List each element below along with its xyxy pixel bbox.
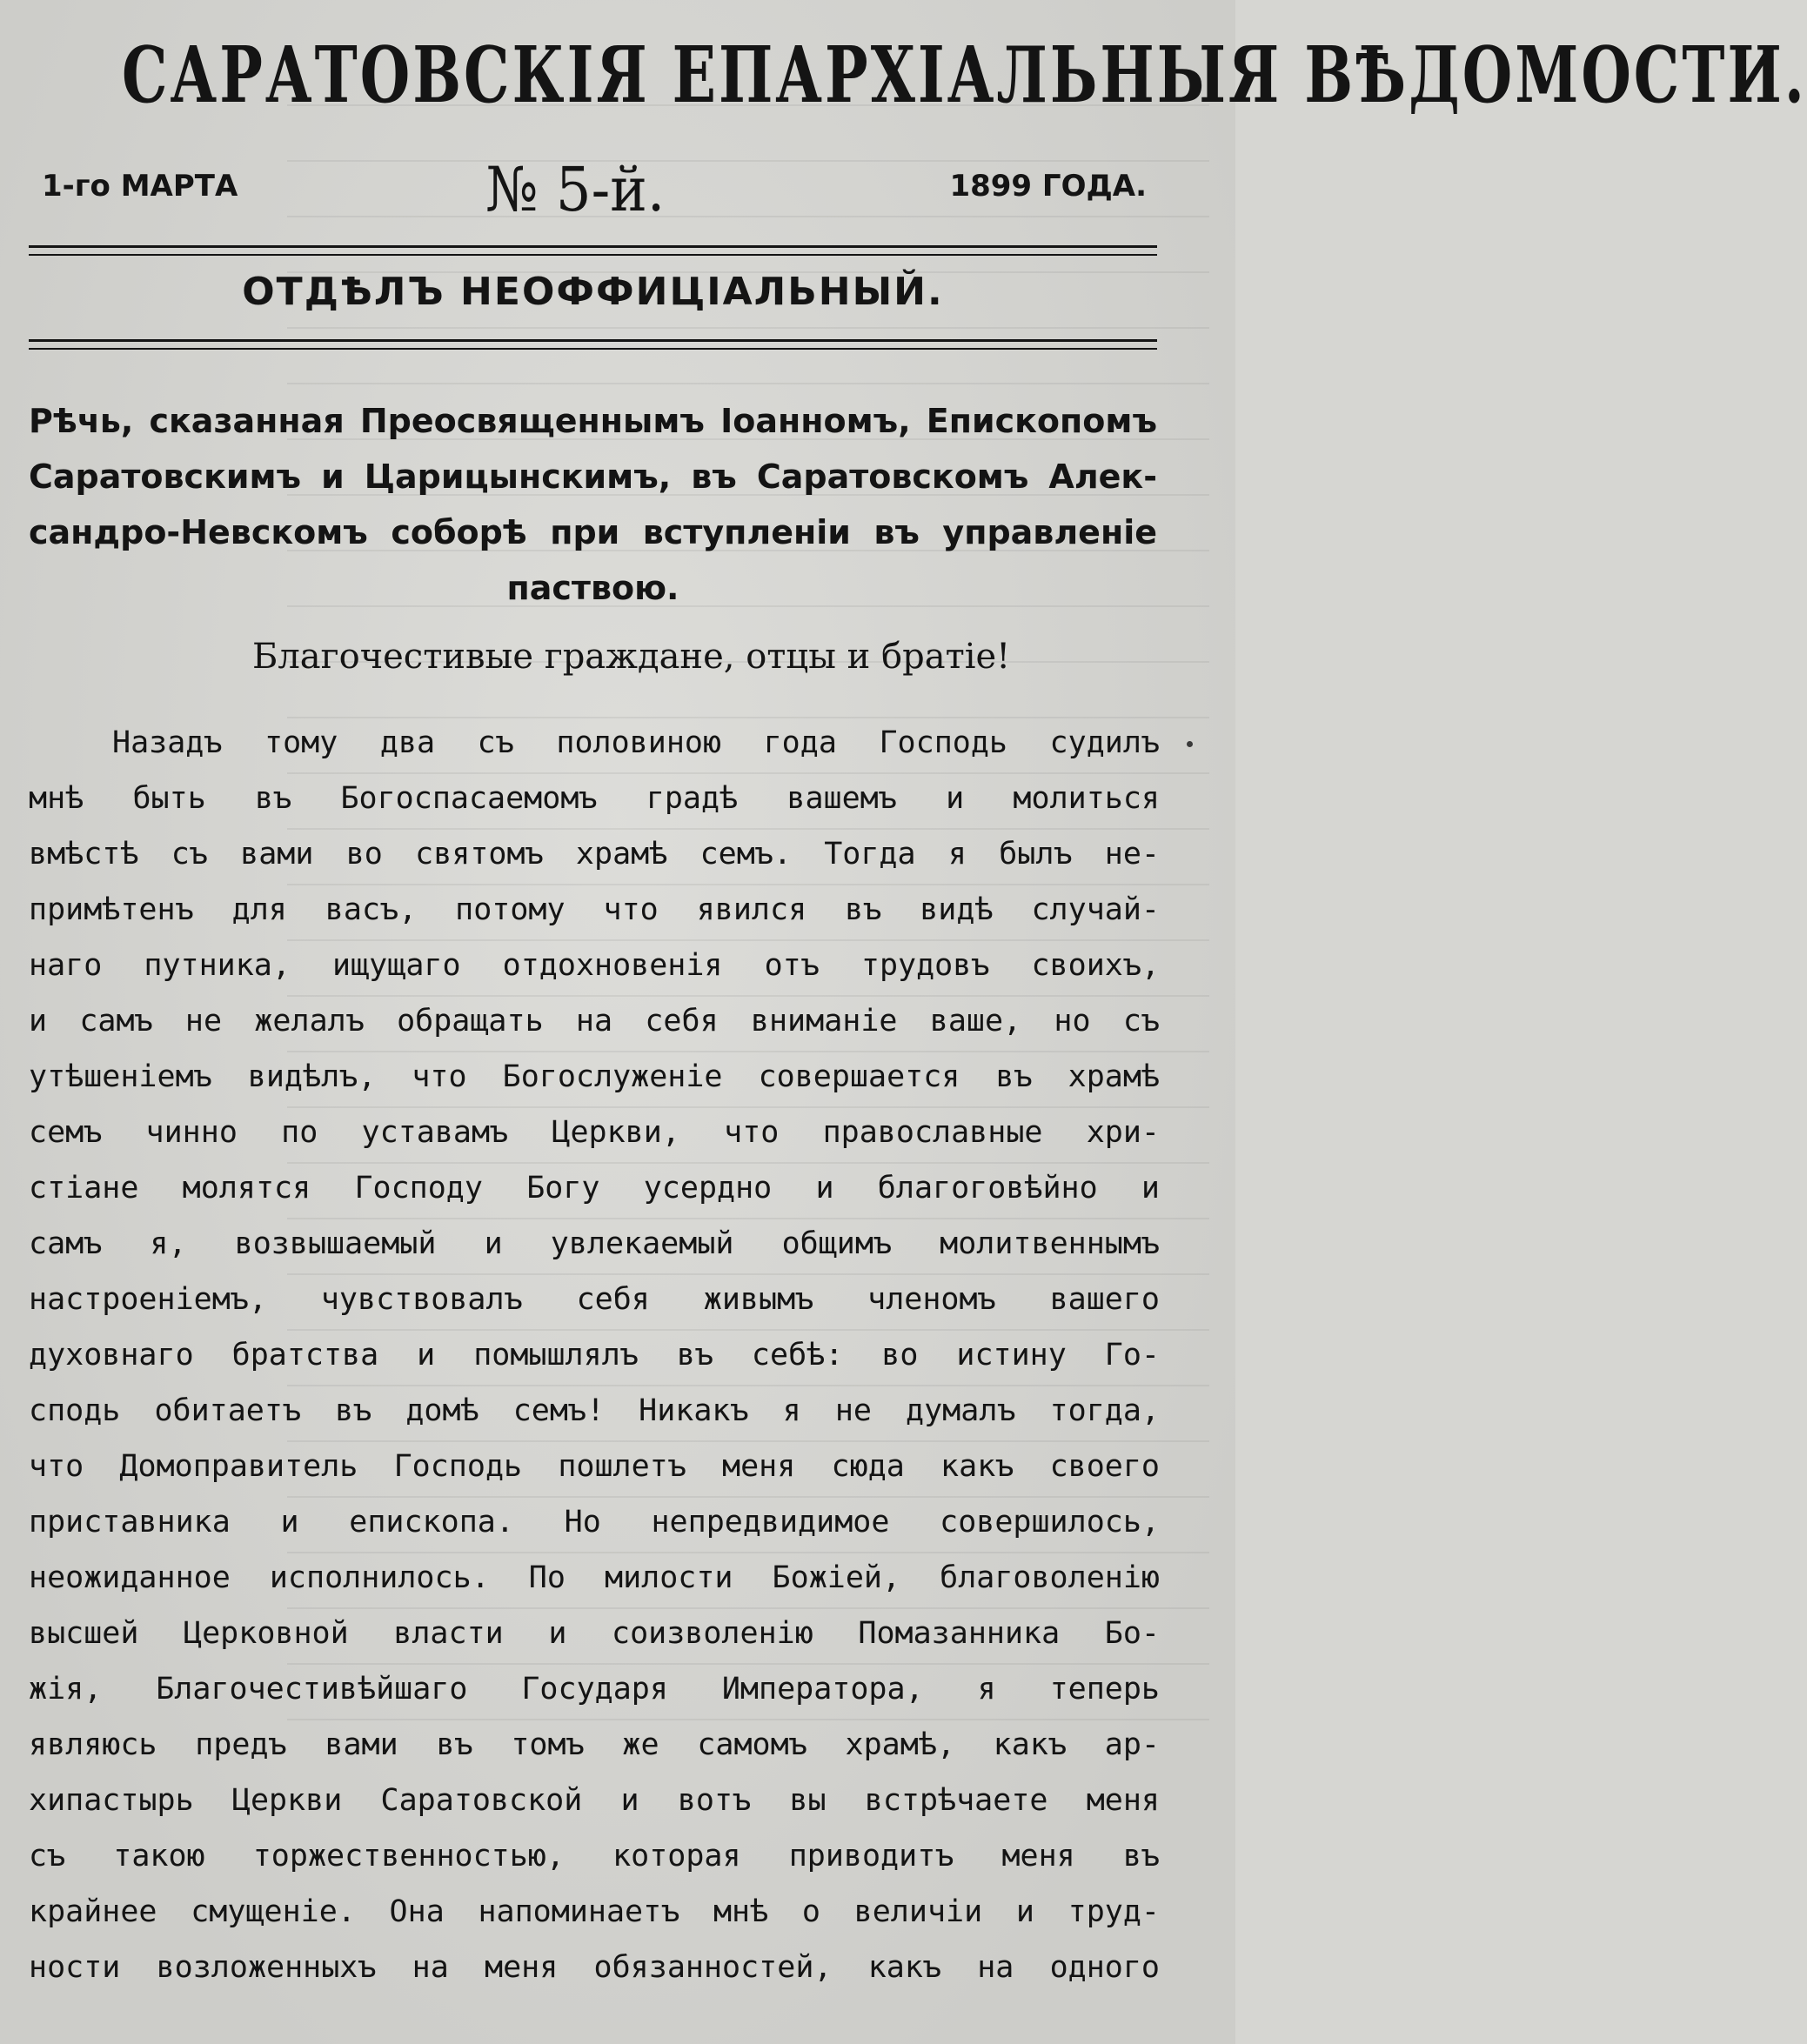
body-line: что Домоправитель Господь пошлетъ меня сюда какъ своего	[29, 1449, 1160, 1484]
speech-title-line: паствою.	[506, 569, 679, 607]
issue-number: № 5-й.	[485, 155, 666, 226]
body-line: семъ чинно по уставамъ Церкви, что православные хри-	[29, 1115, 1160, 1150]
body-line: крайнее смущеніе. Она напоминаетъ мнѣ о величіи и труд-	[29, 1894, 1160, 1929]
body-line: Назадъ тому два съ половиною года Господь судилъ	[112, 725, 1160, 760]
speech-title	[29, 393, 1157, 616]
masthead-title: САРАТОВСКІЯ ЕПАРХІАЛЬНЫЯ ВѢДОМОСТИ.	[122, 29, 1807, 121]
body-line: примѣтенъ для васъ, потому что явился въ видѣ случай-	[29, 892, 1160, 927]
body-line: ности возложенныхъ на меня обязанностей, какъ на одного	[29, 1950, 1160, 1985]
body-line: сподь обитаетъ въ домѣ семъ! Никакъ я не думалъ тогда,	[29, 1393, 1160, 1428]
speech-title-line: сандро-Невскомъ соборѣ при вступленіи въ управленіе	[29, 513, 1157, 551]
speech-title-line: Рѣчь, сказанная Преосвященнымъ Іоанномъ, Епископомъ	[29, 402, 1157, 440]
body-line: приставника и епископа. Но непредвидимое совершилось,	[29, 1505, 1160, 1540]
body-line: мнѣ быть въ Богоспасаемомъ градѣ вашемъ и молиться	[29, 781, 1160, 816]
body-line: хипастырь Церкви Саратовской и вотъ вы встрѣчаете меня	[29, 1783, 1160, 1818]
header-rule-bottom	[29, 254, 1157, 256]
body-line: вмѣстѣ съ вами во святомъ храмѣ семъ. Тогда я былъ не-	[29, 837, 1160, 872]
body-line: жія, Благочестивѣйшаго Государя Императора, я теперь	[29, 1672, 1160, 1707]
issue-date: 1-го МАРТА	[42, 169, 238, 204]
body-line: духовнаго братства и помышлялъ въ себѣ: во истину Го-	[29, 1338, 1160, 1373]
salutation: Благочестивые граждане, отцы и братіе!	[252, 637, 1011, 677]
body-line: утѣшеніемъ видѣлъ, что Богослуженіе совершается въ храмѣ	[29, 1059, 1160, 1094]
body-line: самъ я, возвышаемый и увлекаемый общимъ молитвеннымъ	[29, 1226, 1160, 1261]
issue-info-row	[42, 155, 1147, 233]
issue-year: 1899 ГОДА.	[949, 169, 1147, 204]
body-line: наго путника, ищущаго отдохновенія отъ трудовъ своихъ,	[29, 948, 1160, 983]
body-line: съ такою торжественностью, которая приводитъ меня въ	[29, 1839, 1160, 1874]
header-rule-top	[29, 245, 1157, 248]
body-line: являюсь предъ вами въ томъ же самомъ храмѣ, какъ ар-	[29, 1727, 1160, 1762]
section-rule-top	[29, 339, 1157, 342]
section-title: ОТДѢЛЪ НЕОФФИЦІАЛЬНЫЙ.	[242, 270, 944, 314]
body-line: настроеніемъ, чувствовалъ себя живымъ членомъ вашего	[29, 1282, 1160, 1317]
section-rule-bottom	[29, 348, 1157, 350]
body-line: высшей Церковной власти и соизволенію Помазанника Бо-	[29, 1616, 1160, 1651]
ink-speck	[1187, 741, 1193, 747]
body-text	[29, 715, 1160, 1995]
body-line: и самъ не желалъ обращать на себя вниманіе ваше, но съ	[29, 1004, 1160, 1039]
speech-title-line: Саратовскимъ и Царицынскимъ, въ Саратовскомъ Алек-	[29, 458, 1157, 496]
body-line: стіане молятся Господу Богу усердно и благоговѣйно и	[29, 1171, 1160, 1206]
body-line: неожиданное исполнилось. По милости Божіей, благоволенію	[29, 1560, 1160, 1595]
